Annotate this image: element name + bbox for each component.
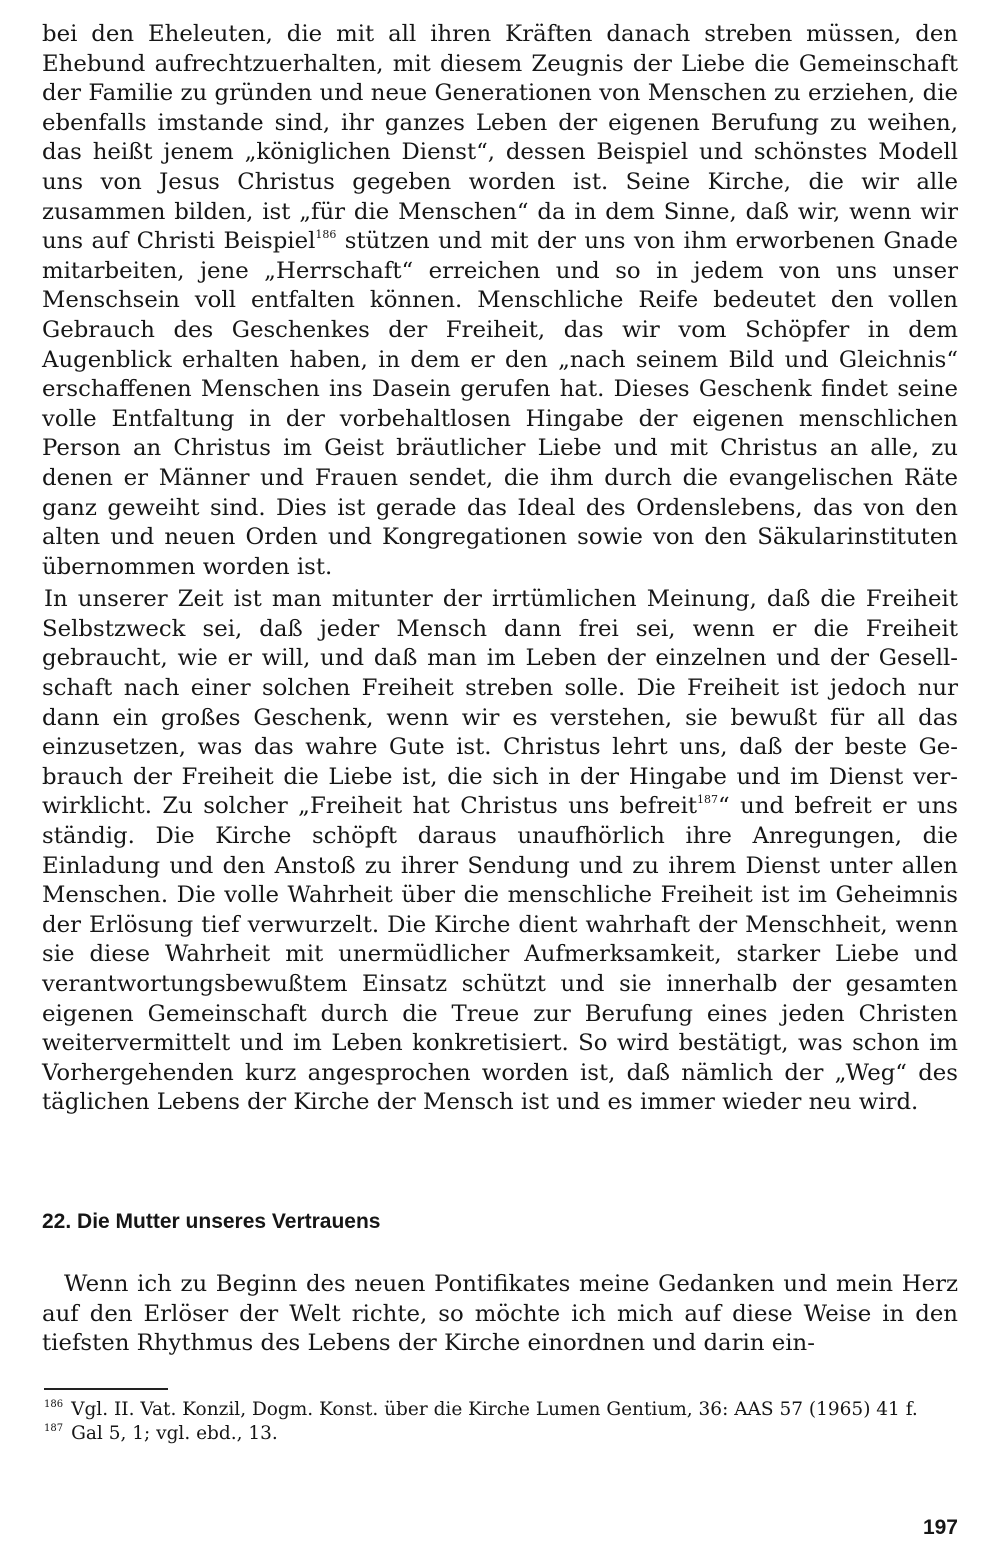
section-text bbox=[42, 1270, 958, 1359]
paragraph-text: bei den Eheleuten, die mit all ihren Kräften danach streben müssen, den Ehebund aufrechtzuerhalten, mit diesem Zeugnis der Liebe die Gemeinschaft der Familie zu gründen und neue Generationen von Menschen zu erziehen, die ebenfalls imstande sind, ihr ganzes Leben der eigenen Berufung zu weihen, das heißt jenem „königlichen Dienst“, dessen Beispiel und schönstes Modell uns von Jesus Christus gegeben worden ist. Seine Kirche, die wir alle zusammen bilden, ist „für die Menschen“ da in dem Sinne, daß wir, wenn wir uns auf Christi Beispiel bbox=[42, 21, 958, 255]
paragraph-text: “ und befreit er uns ständig. Die Kirche schöpft daraus unaufhörlich ihre Anregungen, die Einladung und den Anstoß zu ihrer Sendung und zu ihrem Dienst unter allen Menschen. Die volle Wahrheit über die menschliche Freiheit ist im Geheimnis der Erlösung tief verwurzelt. Die Kirche dient wahrhaft der Menschheit, wenn sie diese Wahrheit mit unermüdlicher Aufmerksamkeit, starker Liebe und verantwortungsbewußtem Einsatz schützt und sie innerhalb der gesamten eigenen Gemeinschaft durch die Treue zur Berufung eines jeden Christen weitervermittelt und im Leben konkretisiert. So wird bestätigt, was schon im Vorhergehenden kurz angesprochen worden ist, daß nämlich der „Weg“ des täglichen Lebens der Kirche der Mensch ist und es immer wieder neu wird. bbox=[42, 793, 958, 1116]
section-heading: 22. Die Mutter unseres Vertrauens bbox=[42, 1210, 381, 1233]
footnote bbox=[44, 1398, 958, 1422]
page-number: 197 bbox=[922, 1516, 958, 1539]
footnote-reference: 186 bbox=[315, 228, 337, 242]
paragraph-text: stützen und mit der uns von ihm erworbenen Gnade mitarbeiten, jene „Herrschaft“ erreichen und so in jedem von uns unser Menschsein voll entfalten können. Menschliche Reife bedeutet den vollen Gebrauch des Geschenkes der Freiheit, das wir vom Schöpfer in dem Augenblick erhalten haben, in dem er den „nach seinem Bild und Gleichnis“ erschaffenen Menschen ins Dasein gerufen hat. Dieses Geschenk findet seine volle Entfaltung in der vorbehaltlosen Hingabe der eigenen menschlichen Person an Christus im Geist bräutlicher Liebe und mit Christus an alle, zu denen er Männer und Frauen sendet, die ihm durch die evangelischen Räte ganz geweiht sind. Dies ist gerade das Ideal des Ordenslebens, das von den alten und neuen Orden und Kongregationen sowie von den Säkularinstituten übernommen worden ist. bbox=[42, 228, 958, 580]
footnotes bbox=[44, 1398, 958, 1446]
footnote bbox=[44, 1422, 958, 1446]
footnote-number: 186 bbox=[44, 1399, 64, 1410]
footnote-text: Gal 5, 1; vgl. ebd., 13. bbox=[71, 1423, 278, 1444]
paragraph bbox=[42, 585, 958, 1118]
footnote-reference: 187 bbox=[697, 793, 719, 807]
paragraph-text: In unserer Zeit ist man mitunter der irrtümlichen Meinung, daß die Freiheit Selbstzweck sei, daß jeder Mensch dann frei sei, wenn er die Freiheit gebraucht, wie er will, und daß man im Leben der einzelnen und der Gesellschaft nach einer solchen Freiheit streben solle. Die Freiheit ist jedoch nur dann ein großes Geschenk, wenn wir es verstehen, sie bewußt für all das einzusetzen, was das wahre Gute ist. Christus lehrt uns, daß der beste Gebrauch der Freiheit die Liebe ist, die sich in der Hingabe und im Dienst verwirklicht. Zu solcher „Freiheit hat Christus uns befreit bbox=[42, 586, 958, 820]
paragraph: Wenn ich zu Beginn des neuen Pontifikates meine Gedanken und mein Herz auf den Erlöser der Welt richte, so möchte ich mich auf diese Weise in den tiefsten Rhythmus des Lebens der Kirche einordnen und darin ein- bbox=[42, 1271, 958, 1357]
footnote-number: 187 bbox=[44, 1423, 64, 1434]
footnote-divider bbox=[44, 1388, 168, 1390]
footnote-text: Vgl. II. Vat. Konzil, Dogm. Konst. über die Kirche Lumen Gentium, 36: AAS 57 (1965) 41 f. bbox=[71, 1399, 918, 1420]
paragraph bbox=[42, 20, 958, 582]
main-text bbox=[42, 20, 958, 1118]
